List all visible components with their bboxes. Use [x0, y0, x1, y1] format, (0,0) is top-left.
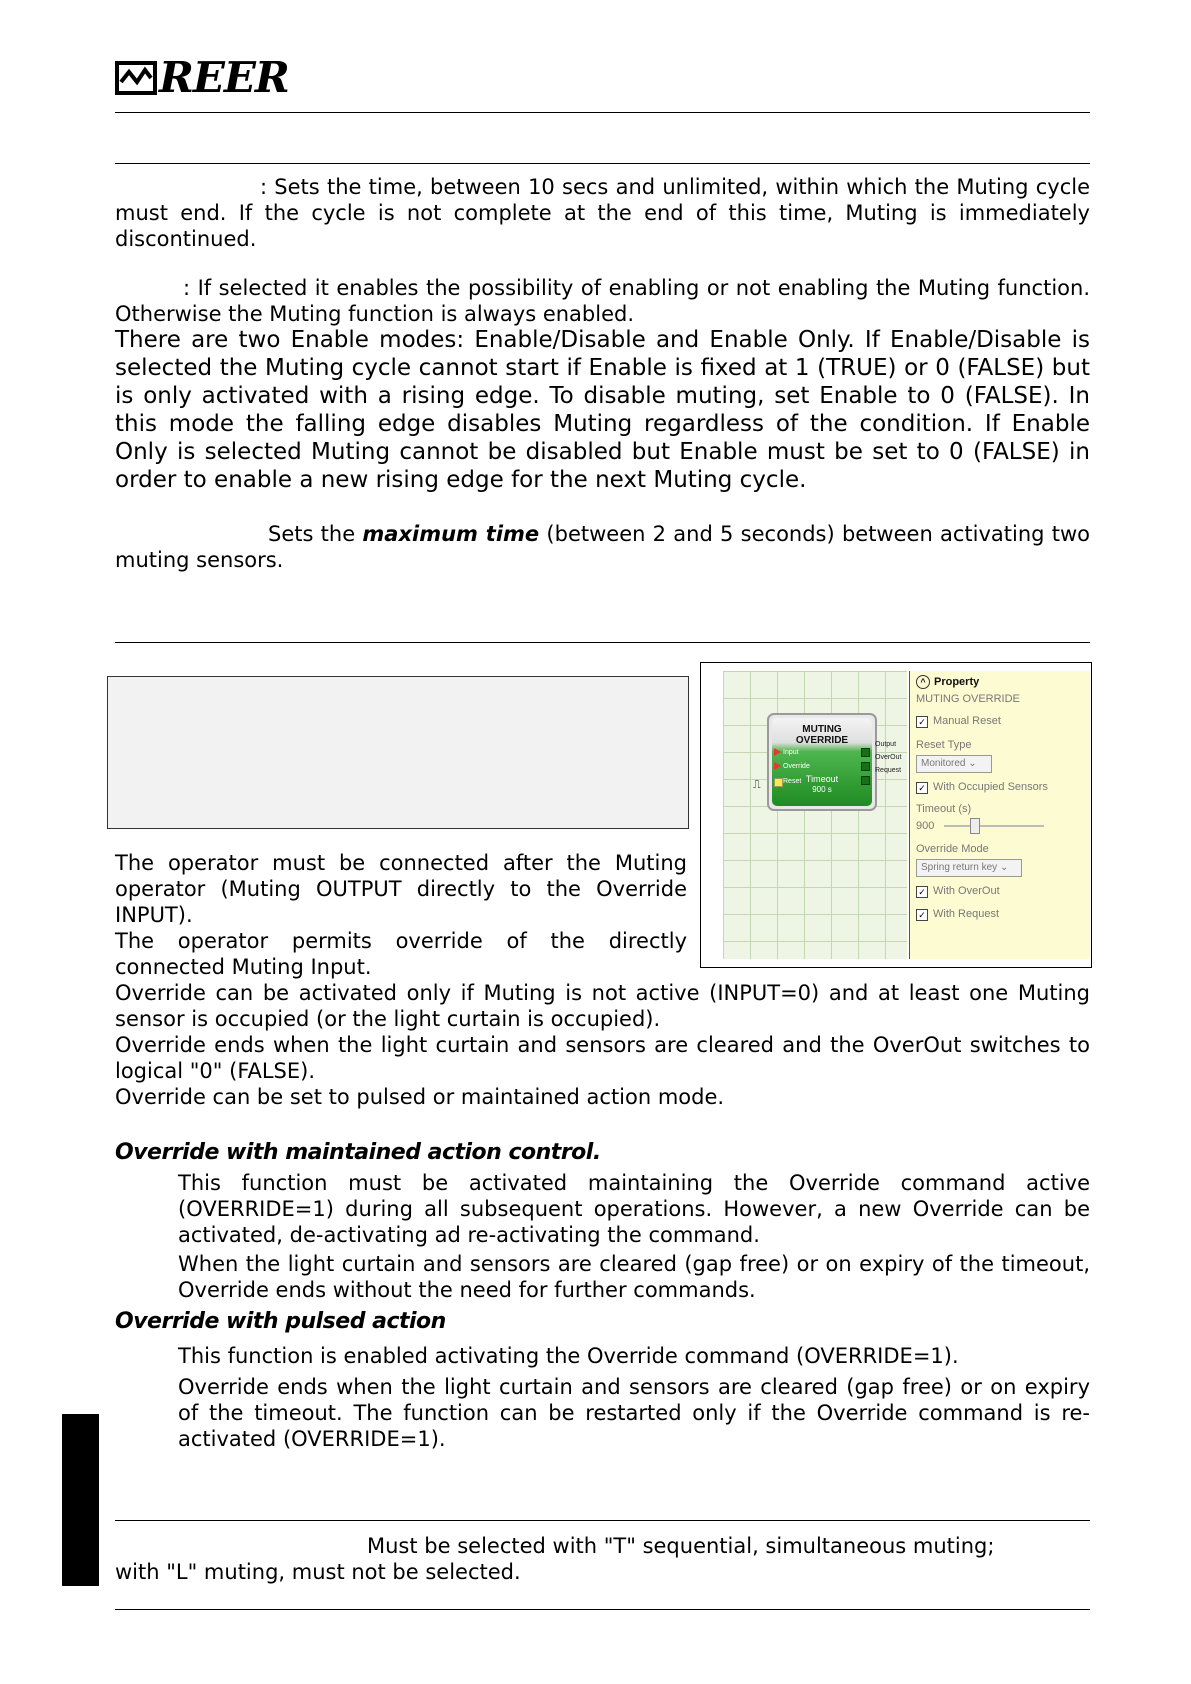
selection-line-2: with "L" muting, must not be selected.: [115, 1560, 521, 1584]
collapse-icon[interactable]: ^: [916, 675, 930, 689]
property-title: Property: [934, 676, 980, 688]
check-icon: ✓: [916, 782, 928, 794]
manual-reset-checkbox[interactable]: ✓ Manual Reset: [916, 715, 1001, 728]
timeout-paragraph: : Sets the time, between 10 secs and unlimited, within which the Muting cycle must end. If the cycle is not complete at the end of this time, Muting is immediately discontinued.: [115, 175, 1090, 251]
check-icon: ✓: [916, 909, 928, 921]
request-pin-icon: [861, 776, 870, 785]
enable-modes-paragraph: There are two Enable modes: Enable/Disable and Enable Only. If Enable/Disable is selected the Muting cycle cannot start if Enable is fixed at 1 (TRUE) or 0 (FALSE) but is only activated with a rising edge. To disable muting, set Enable to 0 (FALSE). In this mode the falling edge disables Muting regardless of the condition. If Enable Only is selected Muting cannot be disabled but Enable must be set to 0 (FALSE) in order to enable a new rising edge for the next Muting cycle.: [115, 327, 1090, 493]
activated-paragraph: Override can be activated only if Muting is not active (INPUT=0) and at least one Muting sensor is occupied (or the light curtain is occupied).: [115, 981, 1090, 1031]
permits-paragraph: The operator permits override of the directly connected Muting Input.: [115, 929, 687, 979]
occupied-sensors-checkbox[interactable]: ✓ With Occupied Sensors: [916, 781, 1048, 794]
pulsed-heading: Override with pulsed action: [115, 1309, 446, 1334]
output-pin-icon: [861, 748, 870, 757]
section-rule: [115, 163, 1090, 164]
with-overout-checkbox[interactable]: ✓ With OverOut: [916, 885, 1000, 898]
max-time-paragraph: Sets the maximum time (between 2 and 5 seconds) between activating two muting sensors.: [115, 522, 1091, 572]
pulse-icon: ⎍: [753, 778, 761, 791]
check-icon: ✓: [916, 716, 928, 728]
property-subtitle: MUTING OVERRIDE: [916, 693, 1020, 705]
muting-override-block: MUTING OVERRIDE Input Override Reset Timeout 900 s: [767, 713, 877, 811]
override-mode-select[interactable]: Spring return key ⌄: [916, 859, 1022, 877]
company-logo: [115, 55, 289, 101]
override-mode-label: Override Mode: [916, 843, 989, 855]
pulsed-paragraph-1: This function is enabled activating the Override command (OVERRIDE=1).: [178, 1344, 959, 1368]
reer-logo-icon: [115, 60, 159, 96]
logo-text: REER: [159, 53, 289, 102]
maintained-heading: Override with maintained action control.: [115, 1140, 601, 1165]
selection-line-1: Must be selected with "T" sequential, simultaneous muting;: [367, 1534, 995, 1558]
check-icon: ✓: [916, 886, 928, 898]
header-rule: [115, 112, 1090, 113]
pulsed-paragraph-2: Override ends when the light curtain and sensors are cleared (gap free) or on expiry of the timeout. The function can be restarted only if the Override command is re-activated (OVERRIDE=1).: [178, 1375, 1090, 1451]
timeout-slider-track[interactable]: [944, 825, 1044, 827]
description-box: [107, 676, 689, 829]
maintained-paragraph-2: When the light curtain and sensors are cleared (gap free) or on expiry of the timeout, Override ends without the need for further commands.: [178, 1252, 1090, 1302]
section-rule: [115, 1520, 1090, 1521]
language-tab-bar: [62, 1414, 99, 1586]
reset-type-select[interactable]: Monitored ⌄: [916, 755, 992, 773]
chevron-down-icon: ⌄: [999, 862, 1009, 873]
footer-rule: [115, 1609, 1090, 1610]
with-request-checkbox[interactable]: ✓ With Request: [916, 908, 999, 921]
muting-override-screenshot: ⎍ MUTING OVERRIDE Input Override Reset Timeout 900 s Output OverOut Request ^ Property MUTING OVERRIDE ✓ Manual Reset Reset Type Monitored ⌄ ✓ With Occupied Sensors Timeout (s) 900 Override Mode Spring return key ⌄ ✓ With OverOut ✓ With Request: [700, 662, 1092, 968]
override-pin-icon: [774, 762, 781, 770]
timeout-s-value: 900: [916, 820, 935, 832]
ends-paragraph: Override ends when the light curtain and sensors are cleared and the OverOut switches to logical "0" (FALSE).: [115, 1033, 1090, 1083]
section-rule: [115, 642, 1090, 643]
modes-paragraph: Override can be set to pulsed or maintained action mode.: [115, 1085, 725, 1109]
timeout-s-label: Timeout (s): [916, 803, 972, 815]
max-time-emphasis: maximum time: [362, 522, 540, 546]
timeout-slider-thumb[interactable]: [970, 818, 980, 834]
enable-paragraph: : If selected it enables the possibility of enabling or not enabling the Muting function. Otherwise the Muting function is always enabled.: [115, 276, 1090, 326]
reset-type-label: Reset Type: [916, 739, 972, 751]
chevron-down-icon: ⌄: [968, 758, 977, 769]
maintained-paragraph-1: This function must be activated maintaining the Override command active (OVERRIDE=1) during all subsequent operations. However, a new Override can be activated, de-activating ad re-activating the command.: [178, 1171, 1090, 1247]
overout-pin-icon: [861, 762, 870, 771]
operator-paragraph: The operator must be connected after the Muting operator (Muting OUTPUT directly to the Override INPUT).: [115, 851, 687, 927]
input-pin-icon: [774, 748, 781, 756]
property-panel: [909, 671, 1090, 959]
